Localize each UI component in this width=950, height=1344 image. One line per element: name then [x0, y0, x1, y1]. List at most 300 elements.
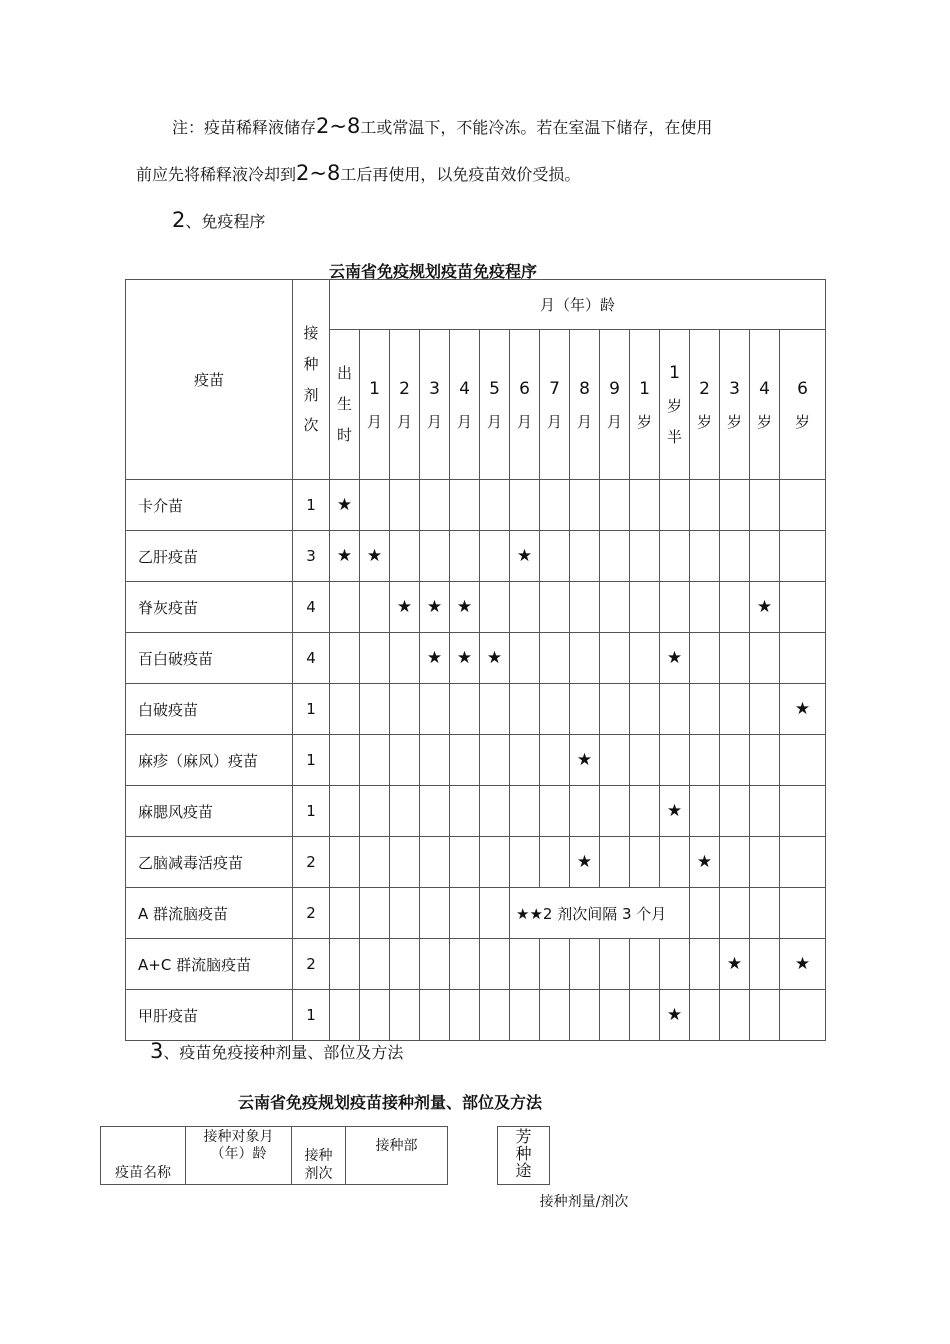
- schedule-cell: [660, 786, 690, 837]
- schedule-cell: [720, 480, 750, 531]
- dose-star-icon: ★: [396, 597, 413, 617]
- age-label: [420, 372, 449, 438]
- schedule-cell: [420, 633, 450, 684]
- schedule-cell: [600, 786, 630, 837]
- age-cell: [690, 330, 720, 480]
- age-label: [630, 372, 659, 438]
- vaccine-doses: 4: [293, 633, 330, 684]
- schedule-cell: [600, 633, 630, 684]
- schedule-cell: [720, 633, 750, 684]
- schedule-cell: [780, 735, 826, 786]
- vaccine-row: [126, 837, 826, 888]
- schedule-cell: [690, 735, 720, 786]
- schedule-cell: [510, 531, 540, 582]
- schedule-cell: [330, 990, 360, 1041]
- age-label-char: 月: [426, 412, 442, 431]
- schedule-cell: [360, 684, 390, 735]
- schedule-cell: [390, 990, 420, 1041]
- dose-star-icon: ★: [576, 750, 593, 770]
- schedule-cell: [780, 990, 826, 1041]
- schedule-cell: [720, 582, 750, 633]
- schedule-cell: [750, 684, 780, 735]
- vaccine-row: [126, 939, 826, 990]
- dose-star-icon: ★: [366, 546, 383, 566]
- schedule-cell: [510, 684, 540, 735]
- dose-star-icon: ★: [726, 954, 743, 974]
- age-label-char: 6: [519, 378, 530, 399]
- schedule-cell: [570, 735, 600, 786]
- age-label-char: 4: [459, 378, 470, 399]
- vaccine-row: [126, 888, 826, 939]
- age-label-char: 月: [366, 412, 382, 431]
- note-line-1: [172, 114, 712, 138]
- age-label-char: 岁: [795, 412, 811, 431]
- age-cell: [330, 330, 360, 480]
- dose-col-site: [346, 1127, 448, 1185]
- age-label-char: 月: [486, 412, 502, 431]
- schedule-cell: [750, 837, 780, 888]
- schedule-cell: [450, 684, 480, 735]
- vaccine-name: 麻腮风疫苗: [126, 786, 293, 837]
- schedule-cell: [750, 939, 780, 990]
- schedule-cell: [540, 480, 570, 531]
- age-label: [720, 372, 749, 438]
- dose-star-icon: ★: [666, 801, 683, 821]
- schedule-cell: [660, 735, 690, 786]
- schedule-cell: [540, 786, 570, 837]
- age-label-char: 9: [609, 378, 620, 399]
- dose-col-doses-text: 接种剂次: [304, 1148, 333, 1182]
- dose-col-amount: 接种剂量/剂次: [539, 1194, 629, 1210]
- schedule-cell: [570, 786, 600, 837]
- dose-star-icon: ★: [576, 852, 593, 872]
- schedule-cell: [630, 480, 660, 531]
- age-label: [750, 372, 779, 438]
- schedule-cell: [570, 684, 600, 735]
- schedule-cell: [390, 633, 420, 684]
- schedule-cell: [330, 531, 360, 582]
- dose-star-icon: ★: [756, 597, 773, 617]
- schedule-cell: [660, 837, 690, 888]
- note-line-2-suffix: 工后再使用，以免疫苗效价受损。: [340, 165, 581, 184]
- schedule-cell: [390, 684, 420, 735]
- section-3-text: 、疫苗免疫接种剂量、部位及方法: [163, 1043, 404, 1062]
- age-label-char: 岁: [726, 412, 742, 431]
- age-label-char: 半: [666, 427, 682, 446]
- age-cell: [660, 330, 690, 480]
- schedule-cell: [780, 480, 826, 531]
- age-label-char: 月: [576, 412, 592, 431]
- age-cell: [480, 330, 510, 480]
- schedule-cell: [630, 633, 660, 684]
- age-cell: [510, 330, 540, 480]
- age-label-char: 生: [336, 395, 352, 414]
- schedule-cell: [690, 939, 720, 990]
- dose-col-name: [101, 1127, 186, 1185]
- schedule-cell: [360, 990, 390, 1041]
- schedule-cell: [510, 480, 540, 531]
- age-label-char: 月: [546, 412, 562, 431]
- schedule-cell: [420, 990, 450, 1041]
- schedule-cell: [720, 735, 750, 786]
- schedule-cell: [780, 531, 826, 582]
- dose-table: [100, 1126, 550, 1185]
- schedule-cell: [420, 531, 450, 582]
- schedule-cell: [420, 480, 450, 531]
- vaccine-row: [126, 735, 826, 786]
- vaccine-name: A 群流脑疫苗: [126, 888, 293, 939]
- dose-col-route: [498, 1127, 550, 1185]
- age-label-char: 月: [516, 412, 532, 431]
- age-cell: [360, 330, 390, 480]
- note-line-2-temp: 2~8: [296, 161, 341, 185]
- schedule-cell: [390, 786, 420, 837]
- age-label-char: 月: [396, 412, 412, 431]
- schedule-cell: [540, 531, 570, 582]
- schedule-cell: [450, 939, 480, 990]
- doses-header-char: 接: [303, 324, 319, 342]
- section-3-heading: [150, 1039, 403, 1063]
- schedule-cell: [600, 990, 630, 1041]
- vaccine-row: [126, 786, 826, 837]
- age-label-char: 岁: [666, 397, 682, 416]
- vaccine-doses: 2: [293, 939, 330, 990]
- schedule-cell: [780, 633, 826, 684]
- schedule-cell: [600, 582, 630, 633]
- age-label-char: 2: [399, 378, 410, 399]
- vaccine-doses: 1: [293, 786, 330, 837]
- vaccine-name: 乙肝疫苗: [126, 531, 293, 582]
- schedule-cell: [420, 582, 450, 633]
- schedule-cell: [780, 786, 826, 837]
- schedule-cell: [660, 531, 690, 582]
- schedule-cell: [480, 735, 510, 786]
- age-label-char: 月: [456, 412, 472, 431]
- schedule-cell: [360, 633, 390, 684]
- dose-star-icon: ★: [794, 699, 811, 719]
- vaccine-row: [126, 990, 826, 1041]
- schedule-cell: [480, 939, 510, 990]
- age-label: [570, 372, 599, 438]
- vaccine-doses: 1: [293, 735, 330, 786]
- schedule-cell: [720, 888, 750, 939]
- schedule-cell: [450, 735, 480, 786]
- schedule-cell: [480, 531, 510, 582]
- age-label-char: 1: [369, 378, 380, 399]
- schedule-cell: [540, 582, 570, 633]
- age-label-char: 7: [549, 378, 560, 399]
- age-label: [360, 372, 389, 438]
- schedule-cell: [750, 786, 780, 837]
- schedule-cell: [360, 735, 390, 786]
- schedule-cell: [420, 939, 450, 990]
- schedule-cell: [780, 582, 826, 633]
- schedule-cell: [570, 582, 600, 633]
- note-line-1-temp: 2~8: [316, 114, 361, 138]
- schedule-cell: [750, 633, 780, 684]
- section-2-number: 2: [172, 208, 186, 232]
- vaccine-name: 麻疹（麻风）疫苗: [126, 735, 293, 786]
- schedule-cell: [780, 837, 826, 888]
- note-line-1-prefix: 注：疫苗稀释液储存: [172, 118, 317, 137]
- schedule-cell: [420, 888, 450, 939]
- schedule-cell: [360, 582, 390, 633]
- age-cell: [780, 330, 826, 480]
- schedule-cell: [630, 582, 660, 633]
- schedule-cell: [690, 786, 720, 837]
- dose-star-icon: ★: [794, 954, 811, 974]
- dose-col-target-text: 接种对象月（年）龄: [203, 1129, 274, 1162]
- dose-star-icon: ★: [516, 546, 533, 566]
- vaccine-doses: 4: [293, 582, 330, 633]
- schedule-cell: [780, 888, 826, 939]
- schedule-cell: [330, 735, 360, 786]
- schedule-cell: [600, 837, 630, 888]
- vaccine-name: 乙脑减毒活疫苗: [126, 837, 293, 888]
- dose-star-icon: ★: [426, 648, 443, 668]
- schedule-cell: [720, 990, 750, 1041]
- age-label: [690, 372, 719, 438]
- schedule-cell: [390, 735, 420, 786]
- schedule-cell: [690, 480, 720, 531]
- age-label-char: 6: [797, 378, 808, 399]
- vaccine-doses: 2: [293, 888, 330, 939]
- age-cell: [420, 330, 450, 480]
- schedule-cell: [570, 837, 600, 888]
- schedule-cell: [330, 633, 360, 684]
- schedule-cell: [690, 837, 720, 888]
- dose-col-name-text: 疫苗名称: [115, 1165, 171, 1181]
- vaccine-row: [126, 480, 826, 531]
- dose-star-icon: ★: [336, 546, 353, 566]
- schedule-cell: [690, 531, 720, 582]
- schedule-cell: [630, 786, 660, 837]
- schedule-cell: [360, 939, 390, 990]
- dose-star-icon: ★: [456, 597, 473, 617]
- schedule-cell: [690, 684, 720, 735]
- schedule-cell: [630, 531, 660, 582]
- schedule-cell: [750, 990, 780, 1041]
- schedule-cell: [750, 480, 780, 531]
- dose-col-route-text: 芳种途: [515, 1127, 532, 1180]
- schedule-cell: [690, 582, 720, 633]
- vaccine-doses: 2: [293, 837, 330, 888]
- doses-header-char: 剂: [303, 385, 319, 404]
- schedule-cell: [510, 837, 540, 888]
- schedule-cell: [750, 735, 780, 786]
- schedule-cell: [450, 786, 480, 837]
- vaccine-name: 卡介苗: [126, 480, 293, 531]
- schedule-cell: [510, 990, 540, 1041]
- age-label: [660, 356, 689, 452]
- vaccine-header-cell: [126, 280, 293, 480]
- age-label-char: 1: [639, 378, 650, 399]
- dose-col-target: [186, 1127, 292, 1185]
- schedule-cell: [480, 837, 510, 888]
- age-label-char: 8: [579, 378, 590, 399]
- schedule-cell: [420, 684, 450, 735]
- age-label: [480, 372, 509, 438]
- schedule-cell: [360, 888, 390, 939]
- schedule-cell: [390, 939, 420, 990]
- schedule-cell: [390, 888, 420, 939]
- schedule-cell: [600, 735, 630, 786]
- age-label-char: 出: [336, 364, 352, 383]
- age-header: 月（年）龄: [540, 296, 616, 314]
- schedule-cell: [570, 990, 600, 1041]
- schedule-cell: [450, 837, 480, 888]
- schedule-cell: [660, 480, 690, 531]
- dose-star-icon: ★: [426, 597, 443, 617]
- schedule-cell: [390, 480, 420, 531]
- schedule-cell: [480, 888, 510, 939]
- schedule-cell: [720, 786, 750, 837]
- schedule-cell: [330, 480, 360, 531]
- age-label-char: 4: [759, 378, 770, 399]
- schedule-cell: [390, 531, 420, 582]
- schedule-cell: [450, 480, 480, 531]
- doses-header-char: 次: [303, 416, 319, 435]
- schedule-cell: [750, 888, 780, 939]
- schedule-cell: [690, 990, 720, 1041]
- age-label-char: 岁: [696, 412, 712, 431]
- schedule-cell: [780, 939, 826, 990]
- schedule-cell: [420, 735, 450, 786]
- schedule-cell: [630, 990, 660, 1041]
- schedule-cell: [690, 888, 720, 939]
- schedule-cell: [360, 786, 390, 837]
- schedule-cell: [720, 939, 750, 990]
- age-label: [330, 358, 359, 450]
- vaccine-name: 白破疫苗: [126, 684, 293, 735]
- schedule-cell: [480, 684, 510, 735]
- schedule-cell: [510, 633, 540, 684]
- age-cell: [600, 330, 630, 480]
- vaccine-doses: 1: [293, 990, 330, 1041]
- schedule-cell: [480, 633, 510, 684]
- age-label-char: 时: [336, 425, 352, 444]
- dose-star-icon: ★: [666, 648, 683, 668]
- schedule-cell: [750, 582, 780, 633]
- schedule-cell: [660, 633, 690, 684]
- age-cell: [570, 330, 600, 480]
- doses-header-char: 种: [303, 354, 319, 373]
- schedule-cell: [660, 684, 690, 735]
- schedule-cell: [600, 480, 630, 531]
- schedule-cell: [510, 582, 540, 633]
- note-line-2: [136, 161, 580, 185]
- section-2-text: 、免疫程序: [185, 212, 266, 231]
- schedule-cell: [480, 480, 510, 531]
- schedule-cell: [540, 684, 570, 735]
- note-line-1-suffix: 工或常温下，不能冷冻。若在室温下储存，在使用: [360, 118, 713, 137]
- age-cell: [750, 330, 780, 480]
- schedule-cell: [630, 735, 660, 786]
- schedule-cell: [660, 939, 690, 990]
- age-cell: [540, 330, 570, 480]
- schedule-cell: [540, 939, 570, 990]
- schedule-cell: [600, 531, 630, 582]
- schedule-cell: [330, 582, 360, 633]
- schedule-cell: [660, 990, 690, 1041]
- dose-col-blank: [448, 1127, 498, 1185]
- schedule-cell: [330, 786, 360, 837]
- vaccine-name: 脊灰疫苗: [126, 582, 293, 633]
- age-cell: [390, 330, 420, 480]
- schedule-cell: [480, 786, 510, 837]
- schedule-cell: [720, 531, 750, 582]
- schedule-cell: [540, 633, 570, 684]
- note-line-2-prefix: 前应先将稀释液冷却到: [136, 165, 297, 184]
- dose-col-doses: [292, 1127, 346, 1185]
- schedule-cell: [750, 531, 780, 582]
- dose-star-icon: ★: [486, 648, 503, 668]
- age-cell: [720, 330, 750, 480]
- schedule-cell: [570, 939, 600, 990]
- age-label-char: 5: [489, 378, 500, 399]
- age-label-char: 岁: [756, 412, 772, 431]
- doses-header: [293, 318, 329, 441]
- schedule-cell: [510, 786, 540, 837]
- schedule-cell: [630, 837, 660, 888]
- schedule-cell: [510, 939, 540, 990]
- dose-title: 云南省免疫规划疫苗接种剂量、部位及方法: [238, 1093, 543, 1112]
- age-label-char: 2: [699, 378, 710, 399]
- vaccine-name: 百白破疫苗: [126, 633, 293, 684]
- schedule-cell: [540, 837, 570, 888]
- schedule-cell: [540, 990, 570, 1041]
- schedule-cell: [330, 939, 360, 990]
- schedule-title: 云南省免疫规划疫苗免疫程序: [329, 262, 538, 281]
- schedule-cell: [330, 684, 360, 735]
- schedule-cell: [630, 684, 660, 735]
- schedule-cell: [570, 531, 600, 582]
- schedule-cell: [360, 480, 390, 531]
- schedule-cell: [630, 939, 660, 990]
- schedule-cell: [540, 735, 570, 786]
- dose-star-icon: ★: [696, 852, 713, 872]
- schedule-cell: [390, 837, 420, 888]
- schedule-cell: [360, 837, 390, 888]
- vaccine-name: A+C 群流脑疫苗: [126, 939, 293, 990]
- schedule-cell: [600, 684, 630, 735]
- schedule-cell: [450, 531, 480, 582]
- age-label: [780, 372, 825, 438]
- schedule-cell: [720, 837, 750, 888]
- schedule-cell: [450, 633, 480, 684]
- vaccine-header: 疫苗: [193, 371, 224, 389]
- age-cell: [630, 330, 660, 480]
- schedule-cell: [660, 582, 690, 633]
- schedule-cell: [600, 939, 630, 990]
- dose-star-icon: ★: [456, 648, 473, 668]
- section-3-number: 3: [150, 1039, 164, 1063]
- schedule-cell: [420, 786, 450, 837]
- age-label: [390, 372, 419, 438]
- age-header-cell: [330, 280, 826, 330]
- vaccine-doses: 3: [293, 531, 330, 582]
- vaccine-row: [126, 582, 826, 633]
- schedule-cell: [450, 888, 480, 939]
- vaccine-name: 甲肝疫苗: [126, 990, 293, 1041]
- schedule-cell: [780, 684, 826, 735]
- age-cell: [450, 330, 480, 480]
- schedule-cell: [570, 480, 600, 531]
- age-label-char: 3: [729, 378, 740, 399]
- schedule-table: [125, 279, 826, 1041]
- vaccine-doses: 1: [293, 684, 330, 735]
- vaccine-doses: 1: [293, 480, 330, 531]
